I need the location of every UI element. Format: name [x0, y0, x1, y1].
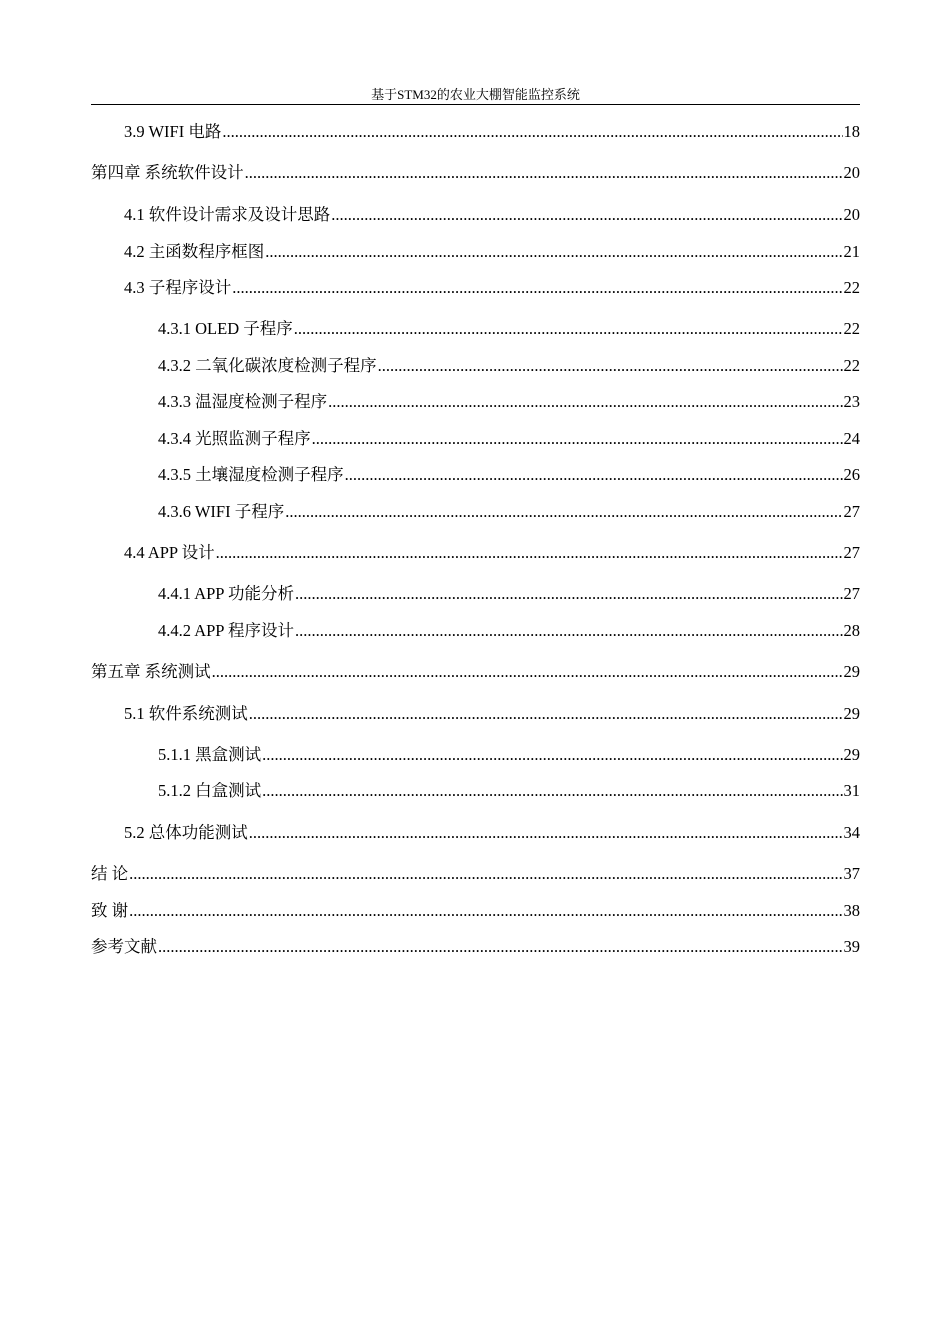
toc-entry-title: 5.1.2 白盒测试 — [158, 781, 262, 800]
toc-entry[interactable] — [158, 500, 860, 524]
toc-entry[interactable] — [124, 203, 860, 227]
toc-entry-page-number: 26 — [843, 465, 860, 484]
toc-entry[interactable] — [91, 899, 860, 923]
toc-entry-title: 参考文献 — [91, 937, 157, 956]
toc-entry-page-number: 27 — [843, 502, 860, 521]
toc-entry[interactable] — [158, 427, 860, 451]
toc-dot-leader — [158, 935, 843, 959]
toc-entry-title: 5.1.1 黑盒测试 — [158, 745, 262, 764]
toc-dot-leader — [129, 862, 842, 886]
toc-dot-leader — [295, 619, 843, 643]
toc-entry-title: 结 论 — [91, 864, 129, 883]
toc-entry[interactable] — [124, 240, 860, 264]
toc-entry-title: 3.9 WIFI 电路 — [124, 122, 222, 141]
toc-entry-page-number: 18 — [843, 122, 860, 141]
toc-entry[interactable] — [91, 862, 860, 886]
toc-entry[interactable] — [91, 161, 860, 185]
toc-dot-leader — [245, 161, 843, 185]
toc-entry-page-number: 21 — [843, 242, 860, 261]
toc-entry-title: 4.1 软件设计需求及设计思路 — [124, 205, 331, 224]
toc-entry-page-number: 29 — [843, 745, 860, 764]
toc-dot-leader — [312, 427, 843, 451]
toc-entry-title: 4.3.5 土壤湿度检测子程序 — [158, 465, 344, 484]
toc-entry-page-number: 27 — [843, 584, 860, 603]
toc-entry-title: 4.3 子程序设计 — [124, 278, 232, 297]
toc-dot-leader — [212, 660, 843, 684]
toc-entry-page-number: 20 — [843, 205, 860, 224]
toc-entry-title: 4.3.6 WIFI 子程序 — [158, 502, 285, 521]
toc-entry-title: 第五章 系统测试 — [91, 662, 211, 681]
toc-entry-page-number: 20 — [843, 163, 860, 182]
toc-entry[interactable] — [158, 779, 860, 803]
toc-dot-leader — [262, 743, 842, 767]
toc-entry-page-number: 22 — [843, 356, 860, 375]
toc-entry-title: 5.2 总体功能测试 — [124, 823, 248, 842]
toc-dot-leader — [216, 541, 843, 565]
toc-entry[interactable] — [124, 821, 860, 845]
toc-entry-page-number: 38 — [843, 901, 860, 920]
toc-entry-page-number: 39 — [843, 937, 860, 956]
toc-dot-leader — [222, 120, 842, 144]
toc-entry-page-number: 29 — [843, 662, 860, 681]
toc-entry-page-number: 37 — [843, 864, 860, 883]
toc-entry-page-number: 24 — [843, 429, 860, 448]
toc-dot-leader — [232, 276, 842, 300]
toc-dot-leader — [328, 390, 842, 414]
toc-dot-leader — [378, 354, 843, 378]
toc-dot-leader — [345, 463, 843, 487]
toc-dot-leader — [262, 779, 842, 803]
toc-entry[interactable] — [124, 276, 860, 300]
toc-dot-leader — [331, 203, 842, 227]
toc-dot-leader — [294, 317, 843, 341]
toc-entry-title: 致 谢 — [91, 901, 129, 920]
toc-entry-title: 4.4.2 APP 程序设计 — [158, 621, 294, 640]
toc-dot-leader — [249, 702, 843, 726]
toc-entry[interactable] — [158, 582, 860, 606]
toc-dot-leader — [249, 821, 843, 845]
toc-dot-leader — [285, 500, 842, 524]
toc-entry-title: 4.3.4 光照监测子程序 — [158, 429, 311, 448]
header-rule — [91, 104, 860, 105]
toc-entry-page-number: 29 — [843, 704, 860, 723]
toc-entry-page-number: 23 — [843, 392, 860, 411]
toc-entry[interactable] — [124, 702, 860, 726]
toc-entry-title: 4.3.3 温湿度检测子程序 — [158, 392, 328, 411]
toc-entry[interactable] — [91, 660, 860, 684]
running-header: 基于STM32的农业大棚智能监控系统 — [371, 87, 580, 102]
toc-entry[interactable] — [158, 317, 860, 341]
toc-entry-page-number: 28 — [843, 621, 860, 640]
toc-entry[interactable] — [124, 120, 860, 144]
toc-entry-page-number: 22 — [843, 278, 860, 297]
toc-entry-title: 第四章 系统软件设计 — [91, 163, 244, 182]
toc-dot-leader — [295, 582, 843, 606]
toc-entry[interactable] — [158, 743, 860, 767]
toc-entry-page-number: 22 — [843, 319, 860, 338]
toc-entry-title: 4.3.2 二氧化碳浓度检测子程序 — [158, 356, 377, 375]
toc-entry-title: 4.3.1 OLED 子程序 — [158, 319, 293, 338]
toc-entry[interactable] — [158, 619, 860, 643]
toc-dot-leader — [129, 899, 842, 923]
toc-entry[interactable] — [158, 390, 860, 414]
toc-entry-page-number: 27 — [843, 543, 860, 562]
toc-entry-title: 5.1 软件系统测试 — [124, 704, 248, 723]
toc-entry-page-number: 34 — [843, 823, 860, 842]
toc-dot-leader — [265, 240, 842, 264]
toc-entry-title: 4.2 主函数程序框图 — [124, 242, 265, 261]
toc-entry-title: 4.4 APP 设计 — [124, 543, 215, 562]
toc-entry-page-number: 31 — [843, 781, 860, 800]
toc-entry-title: 4.4.1 APP 功能分析 — [158, 584, 294, 603]
toc-entry[interactable] — [158, 354, 860, 378]
toc-entry[interactable] — [91, 935, 860, 959]
toc-entry[interactable] — [158, 463, 860, 487]
toc-entry[interactable] — [124, 541, 860, 565]
